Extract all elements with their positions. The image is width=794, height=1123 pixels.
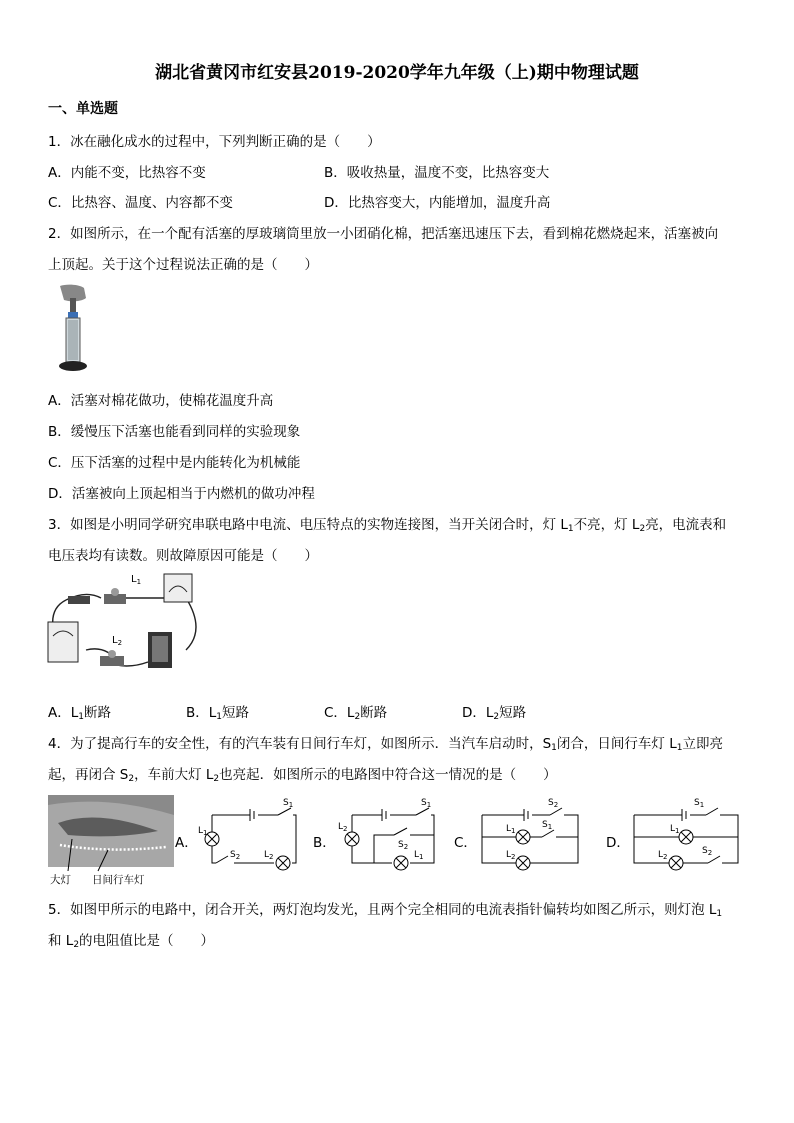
piston-head bbox=[68, 312, 78, 318]
svg-text:S1: $S_1$ bbox=[694, 798, 705, 809]
tube-base bbox=[59, 361, 87, 371]
svg-text:L1: $L_1$ bbox=[670, 824, 680, 835]
question-4-option-d-letter: D． bbox=[606, 835, 630, 851]
label-headlight: 大灯 bbox=[50, 874, 71, 886]
svg-text:S2: $S_2$ bbox=[548, 798, 559, 809]
glass-cylinder-figure bbox=[48, 284, 98, 374]
question-2-stem-line1: 2．如图所示，在一个配有活塞的厚玻璃筒里放一小团硝化棉，把活塞迅速压下去，看到棉花燃烧起来，活塞被向 bbox=[48, 226, 719, 242]
battery-cells bbox=[152, 636, 168, 662]
svg-text:L1: $L_1$ bbox=[506, 824, 516, 835]
circuit-diagram-b bbox=[334, 795, 438, 875]
circuit-diagram-a bbox=[196, 795, 300, 875]
label-daytime-light: 日间行车灯 bbox=[92, 874, 145, 886]
lamp-l2-bulb bbox=[108, 650, 116, 658]
lamp-l1-label: $L_1$ bbox=[131, 574, 142, 586]
circuit-diagram-c bbox=[476, 795, 586, 875]
piston-rod bbox=[70, 298, 76, 312]
svg-text:L1: $L_1$ bbox=[198, 826, 208, 837]
question-1-option-b: B．吸收热量，温度不变，比热容变大 bbox=[324, 165, 550, 181]
question-1-stem: 1．冰在融化成水的过程中，下列判断正确的是（ ） bbox=[48, 134, 381, 150]
question-3-stem-line1: 3．如图是小明同学研究串联电路中电流、电压特点的实物连接图，当开关闭合时，灯 $L_1$不亮，灯 $L_2$亮，电流表和 bbox=[48, 517, 727, 534]
question-4-stem-line1: 4．为了提高行车的安全性，有的汽车装有日间行车灯，如图所示．当汽车启动时，$S_1$闭合，日间行车灯 $L_1$立即亮 bbox=[48, 736, 723, 753]
question-1-option-d: D．比热容变大，内能增加，温度升高 bbox=[324, 195, 551, 211]
question-4-stem-line2: 起，再闭合 $S_2$，车前大灯 $L_2$也亮起．如图所示的电路图中符合这一情况的是（ ） bbox=[48, 767, 557, 784]
lamp-l2-label: $L_2$ bbox=[112, 635, 123, 647]
svg-text:L2: $L_2$ bbox=[658, 850, 668, 861]
voltmeter-shape bbox=[164, 574, 192, 602]
question-3-option-d: D．$L_2$短路 bbox=[462, 705, 527, 722]
question-3-option-a: A．$L_1$断路 bbox=[48, 705, 111, 722]
svg-text:S2: $S_2$ bbox=[230, 850, 241, 861]
question-3-stem-line2: 电压表均有读数。则故障原因可能是（ ） bbox=[48, 548, 318, 564]
svg-text:L2: $L_2$ bbox=[264, 850, 274, 861]
svg-text:L1: $L_1$ bbox=[414, 850, 424, 861]
series-circuit-photo bbox=[46, 570, 216, 680]
switch-shape bbox=[68, 596, 90, 604]
ammeter-shape bbox=[48, 622, 78, 662]
svg-text:S2: $S_2$ bbox=[398, 840, 409, 851]
svg-text:L2: $L_2$ bbox=[506, 850, 516, 861]
svg-text:S1: $S_1$ bbox=[421, 798, 432, 809]
question-2-option-b: B．缓慢压下活塞也能看到同样的实验现象 bbox=[48, 424, 301, 440]
question-5-stem-line1: 5．如图甲所示的电路中，闭合开关，两灯泡均发光，且两个完全相同的电流表指针偏转均如图乙所示，则灯泡 $L_1$ bbox=[48, 902, 723, 919]
question-5-stem-line2: 和 $L_2$的电阻值比是（ ） bbox=[48, 933, 215, 950]
svg-text:S1: $S_1$ bbox=[283, 798, 294, 809]
tube-inner bbox=[68, 320, 78, 360]
question-2-option-d: D．活塞被向上顶起相当于内燃机的做功冲程 bbox=[48, 486, 315, 502]
svg-text:S2: $S_2$ bbox=[702, 846, 713, 857]
car-headlight-photo bbox=[48, 795, 174, 887]
question-1-option-a: A．内能不变，比热容不变 bbox=[48, 165, 206, 181]
page-title: 湖北省黄冈市红安县2019-2020学年九年级（上)期中物理试题 bbox=[155, 63, 639, 83]
question-4-option-c-letter: C． bbox=[454, 835, 477, 851]
section-heading: 一、单选题 bbox=[48, 101, 118, 117]
circuit-diagram-d bbox=[628, 795, 742, 875]
question-3-option-b: B．$L_1$短路 bbox=[186, 705, 250, 722]
question-4-option-a-letter: A． bbox=[175, 835, 198, 851]
question-4-option-b-letter: B． bbox=[313, 835, 336, 851]
lamp-l1-bulb bbox=[111, 588, 119, 596]
question-2-stem-line2: 上顶起。关于这个过程说法正确的是（ ） bbox=[48, 257, 318, 273]
question-3-option-c: C．$L_2$断路 bbox=[324, 705, 388, 722]
svg-text:L2: $L_2$ bbox=[338, 822, 348, 833]
question-2-option-a: A．活塞对棉花做功，使棉花温度升高 bbox=[48, 393, 274, 409]
question-1-option-c: C．比热容、温度、内容都不变 bbox=[48, 195, 233, 211]
svg-text:S1: $S_1$ bbox=[542, 820, 553, 831]
question-2-option-c: C．压下活塞的过程中是内能转化为机械能 bbox=[48, 455, 301, 471]
